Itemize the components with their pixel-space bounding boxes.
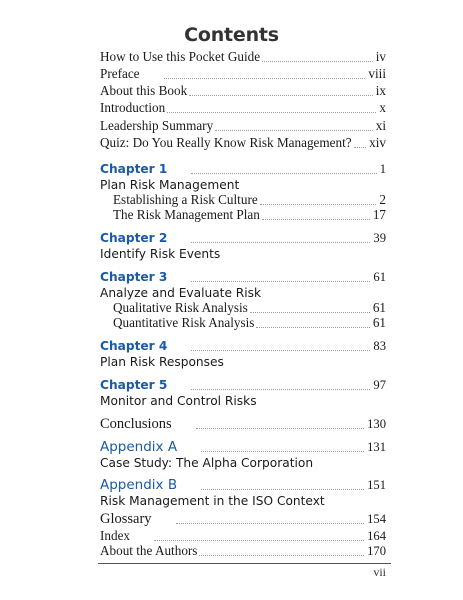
chapter-title: Identify Risk Events xyxy=(100,247,221,261)
toc-entry-about-this-book[interactable] xyxy=(100,83,386,99)
toc-entry-page: 130 xyxy=(367,417,386,431)
chapter-label: Chapter 2 xyxy=(100,231,168,245)
toc-entry-page: viii xyxy=(368,66,386,81)
toc-entry-page: xiv xyxy=(369,135,386,150)
chapter-title: Plan Risk Management xyxy=(100,178,240,192)
appendix-label: Appendix A xyxy=(100,439,178,455)
toc-entry-text: Quantitative Risk Analysis xyxy=(113,315,255,330)
toc-entry-page: 61 xyxy=(372,300,386,315)
leader-dots xyxy=(191,173,376,174)
toc-entry-text: Introduction xyxy=(100,100,166,115)
page-number: vii xyxy=(373,565,386,579)
leader-dots xyxy=(215,130,373,131)
toc-entry-how-to-use[interactable] xyxy=(100,49,386,65)
leader-dots xyxy=(176,523,365,524)
leader-dots xyxy=(154,540,364,541)
toc-entry-text: How to Use this Pocket Guide xyxy=(100,49,261,64)
toc-entry-page: 170 xyxy=(367,544,386,558)
toc-chapter-3[interactable] xyxy=(100,269,386,285)
toc-entry-text: About this Book xyxy=(100,83,188,98)
toc-appendix-b[interactable] xyxy=(100,477,386,493)
toc-entry-page: x xyxy=(379,100,386,115)
toc-entry-page: 61 xyxy=(372,315,386,330)
toc-entry-text: Index xyxy=(100,528,131,543)
toc-entry-page: 83 xyxy=(373,339,386,353)
toc-entry-text: Quiz: Do You Really Know Risk Management? xyxy=(100,135,352,150)
leader-dots xyxy=(354,147,367,148)
chapter-title: Analyze and Evaluate Risk xyxy=(100,286,262,300)
toc-entry-index[interactable] xyxy=(100,528,386,544)
toc-entry-conclusions[interactable] xyxy=(100,416,386,432)
toc-entry-page: 39 xyxy=(373,231,386,245)
toc-entry-page: iv xyxy=(375,49,386,64)
toc-subentry[interactable] xyxy=(113,315,386,331)
toc-subentry[interactable] xyxy=(113,207,386,223)
leader-dots xyxy=(189,95,373,96)
footer-rule xyxy=(98,563,391,564)
leader-dots xyxy=(196,428,364,429)
toc-entry-text: Conclusions xyxy=(100,416,172,432)
toc-entry-text: The Risk Management Plan xyxy=(113,207,260,222)
toc-entry-page: 151 xyxy=(367,478,386,492)
appendix-title: Risk Management in the ISO Context xyxy=(100,494,325,508)
toc-entry-page: xi xyxy=(375,118,386,133)
appendix-label: Appendix B xyxy=(100,477,178,493)
leader-dots xyxy=(191,350,370,351)
toc-entry-text: About the Authors xyxy=(100,543,198,558)
chapter-title: Monitor and Control Risks xyxy=(100,394,257,408)
leader-dots xyxy=(250,312,370,313)
leader-dots xyxy=(260,204,377,205)
toc-entry-page: 164 xyxy=(367,529,386,543)
toc-entry-preface[interactable] xyxy=(100,66,386,82)
toc-entry-page: 154 xyxy=(367,512,386,526)
toc-entry-text: Qualitative Risk Analysis xyxy=(113,300,248,315)
toc-chapter-1[interactable] xyxy=(100,161,386,177)
leader-dots xyxy=(262,61,373,62)
toc-entry-page: 17 xyxy=(372,207,386,222)
toc-entry-page: 61 xyxy=(373,270,386,284)
toc-subentry[interactable] xyxy=(113,192,386,208)
chapter-title: Plan Risk Responses xyxy=(100,355,224,369)
toc-entry-page: 2 xyxy=(379,192,386,207)
toc-entry-introduction[interactable] xyxy=(100,100,386,116)
toc-subentry[interactable] xyxy=(113,300,386,316)
toc-entry-text: Preface xyxy=(100,66,140,81)
toc-entry-text: Leadership Summary xyxy=(100,118,214,133)
leader-dots xyxy=(262,219,370,220)
page-title: Contents xyxy=(184,24,279,46)
chapter-label: Chapter 1 xyxy=(100,162,168,176)
chapter-label: Chapter 5 xyxy=(100,378,168,392)
leader-dots xyxy=(191,281,370,282)
toc-entry-page: 131 xyxy=(367,440,386,454)
toc-entry-quiz[interactable] xyxy=(100,135,386,151)
toc-chapter-4[interactable] xyxy=(100,338,386,354)
toc-appendix-a[interactable] xyxy=(100,439,386,455)
leader-dots xyxy=(191,389,370,390)
toc-chapter-2[interactable] xyxy=(100,230,386,246)
appendix-title: Case Study: The Alpha Corporation xyxy=(100,456,314,470)
toc-chapter-5[interactable] xyxy=(100,377,386,393)
toc-entry-leadership-summary[interactable] xyxy=(100,118,386,134)
leader-dots xyxy=(191,242,370,243)
leader-dots xyxy=(199,555,364,556)
toc-entry-about-the-authors[interactable] xyxy=(100,543,386,559)
toc-entry-text: Establishing a Risk Culture xyxy=(113,192,258,207)
chapter-label: Chapter 4 xyxy=(100,339,168,353)
toc-entry-page: ix xyxy=(375,83,386,98)
leader-dots xyxy=(256,327,369,328)
leader-dots xyxy=(164,78,366,79)
leader-dots xyxy=(201,451,364,452)
toc-entry-glossary[interactable] xyxy=(100,511,386,527)
chapter-label: Chapter 3 xyxy=(100,270,168,284)
leader-dots xyxy=(201,489,364,490)
toc-entry-text: Glossary xyxy=(100,511,152,527)
toc-entry-page: 97 xyxy=(373,378,386,392)
leader-dots xyxy=(167,112,376,113)
toc-entry-page: 1 xyxy=(379,162,386,176)
